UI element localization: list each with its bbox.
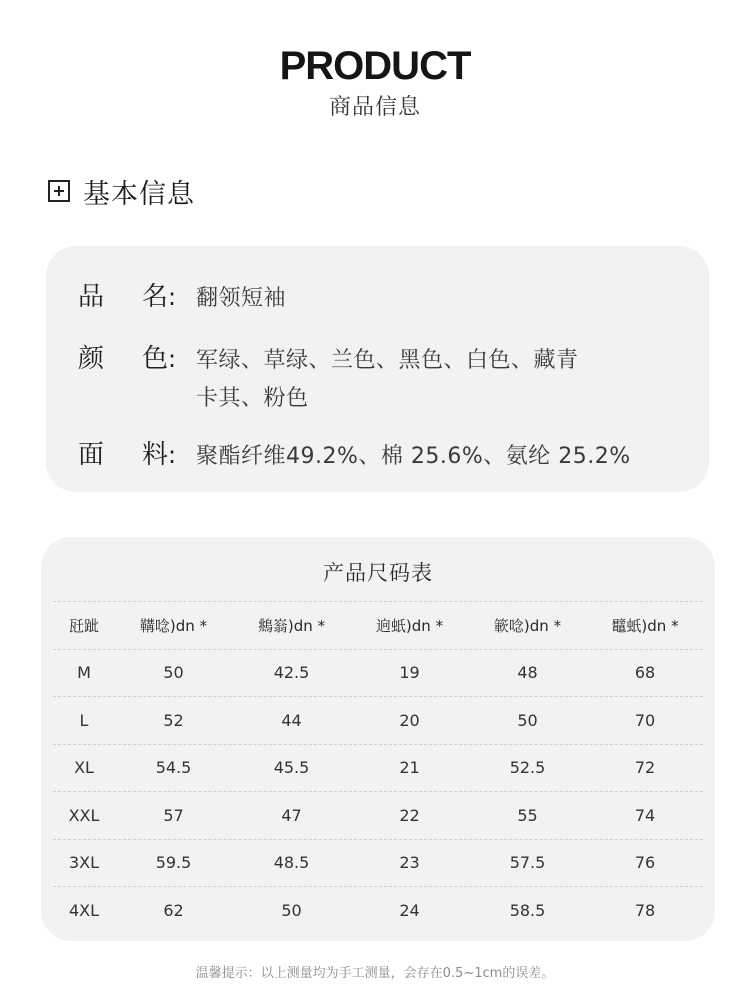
- table-header-row: [53, 601, 703, 649]
- table-cell: 22: [399, 805, 420, 825]
- table-cell: 50: [517, 710, 538, 730]
- info-row-color: [78, 342, 579, 418]
- table-header-cell: 逈蚔)dn *: [375, 616, 444, 635]
- info-colon: :: [168, 345, 177, 373]
- page-title: PRODUCT: [279, 44, 471, 88]
- info-label: [78, 342, 168, 376]
- table-cell: 57: [163, 805, 184, 825]
- info-value-name: [196, 280, 286, 318]
- info-row-fabric: [78, 438, 631, 476]
- table-row: [53, 744, 703, 792]
- table-cell: 24: [399, 900, 420, 920]
- table-cell: 50: [281, 900, 302, 920]
- table-cell: L: [79, 710, 89, 730]
- table-cell: 74: [634, 805, 656, 825]
- info-value-fabric: [196, 438, 631, 476]
- table-row: [53, 886, 703, 934]
- plus-square-icon: [48, 180, 70, 202]
- table-cell: 23: [399, 853, 420, 873]
- info-label-char: 面: [78, 440, 105, 470]
- info-value-line: 翻领短袖: [196, 286, 287, 311]
- info-label-char: 色: [141, 344, 168, 374]
- basic-info-card: [46, 246, 709, 492]
- table-cell: 4XL: [68, 900, 100, 920]
- table-cell: XXL: [68, 805, 100, 825]
- table-cell: 59.5: [155, 853, 192, 873]
- table-row: [53, 649, 703, 697]
- info-value-line: 聚酯纤维49.2%、棉 25.6%、氨纶 25.2%: [196, 444, 631, 469]
- table-cell: 76: [634, 853, 656, 873]
- info-value-line: 卡其、粉色: [196, 386, 309, 411]
- section-heading-basic-info: [48, 174, 195, 208]
- info-value-line: 军绿、草绿、兰色、黑色、白色、藏青: [196, 348, 579, 373]
- table-cell: 44: [281, 710, 302, 730]
- size-chart-title: 产品尺码表: [323, 561, 433, 585]
- table-cell: 70: [634, 710, 656, 730]
- table-cell: 50: [163, 663, 184, 683]
- measurement-note: 温馨提示：以上测量均为手工测量，会存在0.5~1cm的误差。: [195, 966, 555, 981]
- table-cell: 45.5: [273, 758, 310, 778]
- table-cell: 72: [634, 758, 656, 778]
- table-row: [53, 839, 703, 887]
- size-table: [53, 601, 703, 934]
- table-cell: 48.5: [273, 853, 310, 873]
- table-cell: 62: [163, 900, 184, 920]
- info-value-color: [196, 342, 579, 418]
- table-cell: 58.5: [509, 900, 546, 920]
- table-header-cell: 鴵嵡)dn *: [257, 616, 326, 635]
- table-cell: 42.5: [273, 663, 310, 683]
- table-cell: 68: [634, 663, 656, 683]
- section-heading-text: 基本信息: [83, 178, 195, 210]
- table-cell: 20: [399, 710, 420, 730]
- info-label: [78, 280, 168, 314]
- table-cell: 57.5: [509, 853, 546, 873]
- table-cell: 78: [634, 900, 656, 920]
- info-label: [78, 438, 168, 472]
- table-cell: 52: [163, 710, 184, 730]
- table-header-cell: 鞲唸)dn *: [139, 616, 208, 635]
- table-row: [53, 791, 703, 839]
- table-cell: 3XL: [68, 853, 100, 873]
- info-label-char: 名: [141, 282, 168, 312]
- info-label-char: 品: [78, 282, 105, 312]
- table-header-cell: 簐唸)dn *: [493, 616, 562, 635]
- size-chart-card: [41, 537, 715, 941]
- info-label-char: 料: [141, 440, 168, 470]
- info-label-char: 颜: [78, 344, 105, 374]
- info-colon: :: [168, 441, 177, 469]
- info-row-name: [78, 280, 286, 318]
- table-cell: 47: [281, 805, 302, 825]
- table-cell: 48: [517, 663, 538, 683]
- table-cell: 19: [399, 663, 420, 683]
- info-colon: :: [168, 283, 177, 311]
- table-cell: 52.5: [509, 758, 546, 778]
- table-cell: 21: [399, 758, 420, 778]
- table-cell: 55: [517, 805, 538, 825]
- table-header-cell: 鼊蚔)dn *: [611, 616, 679, 635]
- table-cell: XL: [74, 758, 94, 778]
- table-row: [53, 696, 703, 744]
- table-cell: M: [77, 663, 91, 683]
- page-subtitle: 商品信息: [328, 95, 421, 120]
- table-cell: 54.5: [155, 758, 192, 778]
- table-header-cell: 瓩跐: [68, 616, 99, 635]
